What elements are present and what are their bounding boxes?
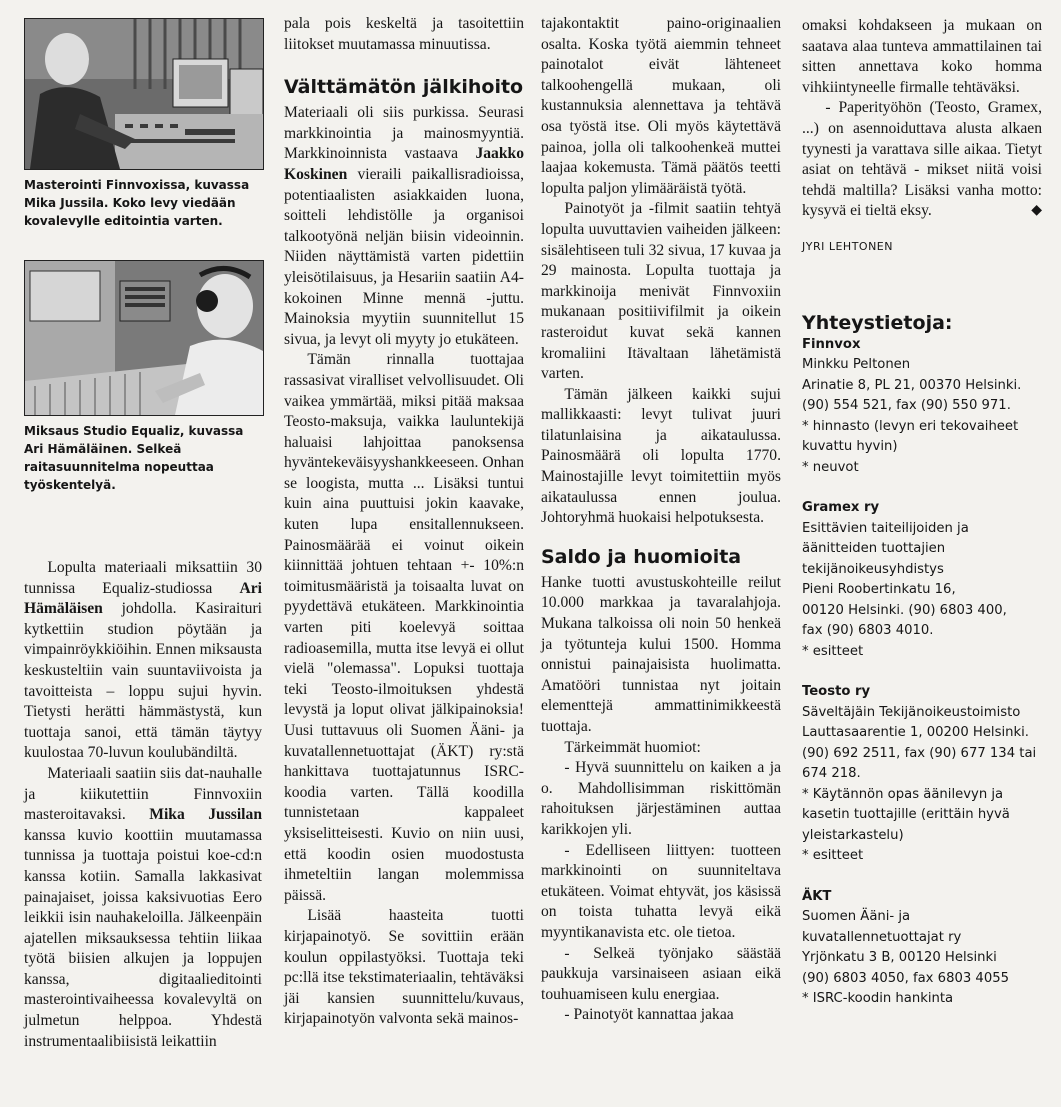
paragraph: Hanke tuotti avustuskohteille reilut 10.000 markkaa ja tavaralahjoja. Mukana talkoissa oli noin 50 henkeä ja työtunteja kului 1500. Homma onnistui painajaisista huolimatta. Amatööri tunnistaa nyt joitain elementtejä ammattinimikkeestä tuottaja. (541, 573, 781, 735)
contact-line: fax (90) 6803 4010. (802, 623, 934, 639)
text-run: Materiaali saatiin siis dat-nauhalle ja kiikutettiin Finnvoxiin masteroitavaksi. (24, 764, 262, 824)
column-3 (541, 14, 781, 1026)
person-name: Jaakko Koskinen (284, 145, 524, 183)
paragraph: - Painotyöt kannattaa jakaa (564, 1006, 734, 1024)
column-2-text (284, 14, 524, 1030)
contact-line: (90) 554 521, fax (90) 550 971. (802, 398, 1011, 414)
paragraph: Tämän rinnalla tuottajaa rassasivat viralliset velvollisuudet. Oli vaikea ymmärtää, miksi pitää maksaa Teosto-maksuja, vaikka lauluntekijä haluaisi lahjoittaa panoksensa hyväntekeväisyyshankkeeseen. Onhan se loogista, mutta ... Lisäksi tuntui kuin aina puuttuisi jokin kaavake, kuten lupa ensitallennukseen. Painosmäärää ei voinut oikein kiinnittää johtuen tehtaan +- 10%:n toimitusmääristä ja toisaalta luvat on pyydettävä etukäteen. Markkinointia varten piti koelevyä soittaa radioasemilla, mutta itse levyä ei ollut vielä "olemassa". Lopuksi tuottaja teki Teosto-ilmoituksen yhdestä levystä ja loput olivat jälkipainoksia! Uusi tuttavuus oli Suomen Ääni- ja kuvatallennetuottajat (ÄKT) ry:stä hankittava tuottajatunnus ISRC-koodia varten. Tällä koodilla tunnistetaan kappaleet yksiselitteisesti. Kuvio on niin uusi, että koodin osien muodostusta ihmeteltiin langan molemmissa päissä. (284, 351, 524, 904)
section-heading: Välttämätön jälkihoito (284, 76, 524, 99)
contact-line: * esitteet (802, 848, 864, 864)
person-name: Mika Jussilan (149, 806, 262, 824)
text-run: kanssa kuvio koottiin muutamassa tunnissa ja tuottaja poistui koe-cd:n kanssa kotiin. Samalla lakkasivat painajaiset, joissa kaksivuotias Eero leikkii isin nauhakeloilla. Jälkeenpäin ajatellen miksauksessa tehtiin liikaa työtä biisien alkujen ja loppujen kanssa, digitaalieditointi masterointivaiheessa kovalevyltä on julmetun helppoa. Yhdestä instrumentaalibiisistä leikattiin (24, 826, 262, 1050)
contact-line: Minkku Peltonen (802, 357, 911, 373)
text-run: - Paperityöhön (Teosto, Gramex, ...) on asennoiduttava alusta alkaen tyynesti ja varattava sille aikaa. Tietyt asiat on tehtävä - mikset niitä voisi tehdä maltilla? Lisäksi vanha motto: kysyvä ei tieltä eksy. (802, 99, 1042, 220)
contacts-title: Yhteystietoja: (802, 311, 953, 334)
contact-line: 00120 Helsinki. (90) 6803 400, (802, 602, 1007, 618)
paragraph: Lisää haasteita tuotti kirjapainotyö. Se sovittiin erään koulun oppilastyöksi. Tuottaja teki pc:llä itse tekstimateriaalin, tehtäväksi jäi kansien suunnittelu/kuvaus, kirjapainotyön valvonta sekä mainos- (284, 907, 524, 1028)
org-name: Teosto ry (802, 684, 871, 700)
contact-line: Lauttasaarentie 1, 00200 Helsinki. (802, 725, 1029, 741)
contact-line: * ISRC-koodin hankinta (802, 991, 954, 1007)
paragraph: - Selkeä työnjako säästää paukkuja varsinaiseen asiaan eikä touhuamiseen kulu energiaa. (541, 944, 781, 1003)
text-run: Lopulta materiaali miksattiin 30 tunnissa Equaliz-studiossa (24, 559, 262, 597)
paragraph: Painotyöt ja -filmit saatiin tehtyä lopulta uuvuttavien vaiheiden jälkeen: sisälehtiseen tuli 32 sivua, 17 kuvaa ja 29 mainosta. Lopulta tuottaja ja markkinoija menivät Finnvoxiin mukanaan positiivifilmit ja oikein rasteroidut kuvat sekä kannen kromaliini Itävaltaan lähetämistä varten. (541, 200, 781, 383)
person-name: Ari Hämäläisen (24, 579, 262, 618)
column-3-text (541, 14, 781, 1026)
contact-line: Esittävien taiteilijoiden ja äänitteiden tuottajien tekijänoikeusyhdistys (802, 520, 969, 577)
paragraph: Tämän jälkeen kaikki sujui mallikkaasti: levyt tulivat juuri tilatunlaisina ja aikataulussa. Painosmäärä oli lopulta 1770. Mainostajille levyt toimitettiin myös aikataulussa ennen joulua. Johtoryhmä huokaisi helpotuksesta. (541, 385, 781, 527)
contact-line: (90) 6803 4050, fax 6803 4055 (802, 970, 1009, 986)
org-name: Finnvox (802, 336, 861, 352)
column-4-text (802, 16, 1042, 222)
text-run: Materiaali oli siis purkissa. Seurasi markkinointia ja mainosmyyntiä. Markkinoinnista vastaava (284, 104, 524, 163)
contact-line: (90) 692 2511, fax (90) 677 134 tai 674 218. (802, 745, 1037, 782)
paragraph: omaksi kohdakseen ja mukaan on saatava alaa tunteva ammattilainen tai sitten annettava koko homma vihkiintyneelle firmalle tehtäväksi. (802, 17, 1042, 96)
section-heading: Saldo ja huomioita (541, 545, 742, 568)
end-mark-icon: ◆ (1031, 203, 1042, 219)
contact-line: Yrjönkatu 3 B, 00120 Helsinki (802, 950, 997, 966)
org-name: Gramex ry (802, 500, 880, 516)
contact-line: Säveltäjäin Tekijänoikeustoimisto (802, 704, 1021, 720)
spacer (802, 478, 1042, 498)
contacts-box (802, 311, 1042, 1010)
paragraph: - Edelliseen liittyen: tuotteen markkinointi on suunniteltava etukäteen. Voimat ehtyvät, jos käsissä on toista tuhatta levyä eikä myyntikanavista etc. ole tietoa. (541, 841, 781, 941)
column-1-text (24, 558, 262, 1052)
paragraph: Tärkeimmät huomiot: (564, 738, 701, 756)
text-run: vieraili paikallisradioissa, potentiaalisten asiakkaiden luona, soitteli lehdistölle ja organisoi talkootyönä neljän biisin videoinnin. Niiden näyttämistä varten pidettiin yleisötilaisuus, ja Hesariin saatiin A4-kokoinen Minne mennä -juttu. Mainoksia myytiin suunnitellut 15 sivua, ja levyt oli myyty jo etukäteen. (284, 165, 524, 348)
spacer (802, 662, 1042, 682)
org-name: ÄKT (802, 888, 832, 904)
photo-mastering-image (25, 19, 263, 169)
column-2 (284, 14, 524, 1030)
contact-line: * hinnasto (levyn eri tekovaiheet kuvattu hyvin) (802, 418, 1019, 455)
contact-line: * esitteet (802, 643, 864, 659)
spacer (802, 867, 1042, 887)
photo-mixing (24, 260, 264, 416)
photo-caption-1: Masterointi Finnvoxissa, kuvassa Mika Jussila. Koko levy viedään kovalevylle editointia varten. (24, 178, 250, 228)
contact-line: Suomen Ääni- ja kuvatallennetuottajat ry (802, 909, 962, 945)
paragraph (24, 558, 262, 764)
contact-line: Pieni Roobertinkatu 16, (802, 582, 956, 598)
contact-line: Arinatie 8, PL 21, 00370 Helsinki. (802, 377, 1022, 393)
contact-line: * neuvot (802, 459, 859, 475)
contact-line: * Käytännön opas äänilevyn ja kasetin tuottajille (erittäin hyvä yleistarkastelu) (802, 786, 1010, 843)
photo-mastering (24, 18, 264, 170)
paragraph (802, 98, 1042, 222)
photo-caption-2: Miksaus Studio Equaliz, kuvassa Ari Hämäläinen. Selkeä raitasuunnitelma nopeuttaa työskentelyä. (24, 424, 244, 492)
paragraph: pala pois keskeltä ja tasoitettiin liitokset muutamassa minuutissa. (284, 15, 524, 53)
text-run: johdolla. Kasiraituri kytkettiin studion pöytään ja vimpainröykkiöihin. Ennen miksausta keskusteltiin vain suuntaviivoista ja tavoitteista – loppu sujui hyvin. Tietysti herätti hämmästystä, kun tuottaja sanoi, että tämän täytyy kuulostaa 70-luvun koulubändiltä. (24, 600, 262, 762)
paragraph (284, 103, 524, 350)
paragraph: - Hyvä suunnittelu on kaiken a ja o. Mahdollisimman riskittömän rahoituksen järjestäminen auttaa karikkojen yli. (541, 759, 781, 838)
paragraph (24, 764, 262, 1052)
paragraph: tajakontaktit paino-originaalien osalta. Koska työtä aiemmin tehneet painotalot eivät lähteneet talkoohengellä mukaan, oli kustannuksia alennettava ja tehtävä osa työstä itse. Oli myös käytettävä painoa, jolla oli talkoohenkeä muttei laajaa kokemusta. Tämä päätös teetti lopulta paljon ylimääräistä työtä. (541, 15, 781, 197)
column-4 (802, 16, 1042, 1010)
column-1 (24, 18, 262, 1052)
author-signature: JYRI LEHTONEN (802, 239, 893, 253)
photo-mixing-image (25, 261, 263, 415)
